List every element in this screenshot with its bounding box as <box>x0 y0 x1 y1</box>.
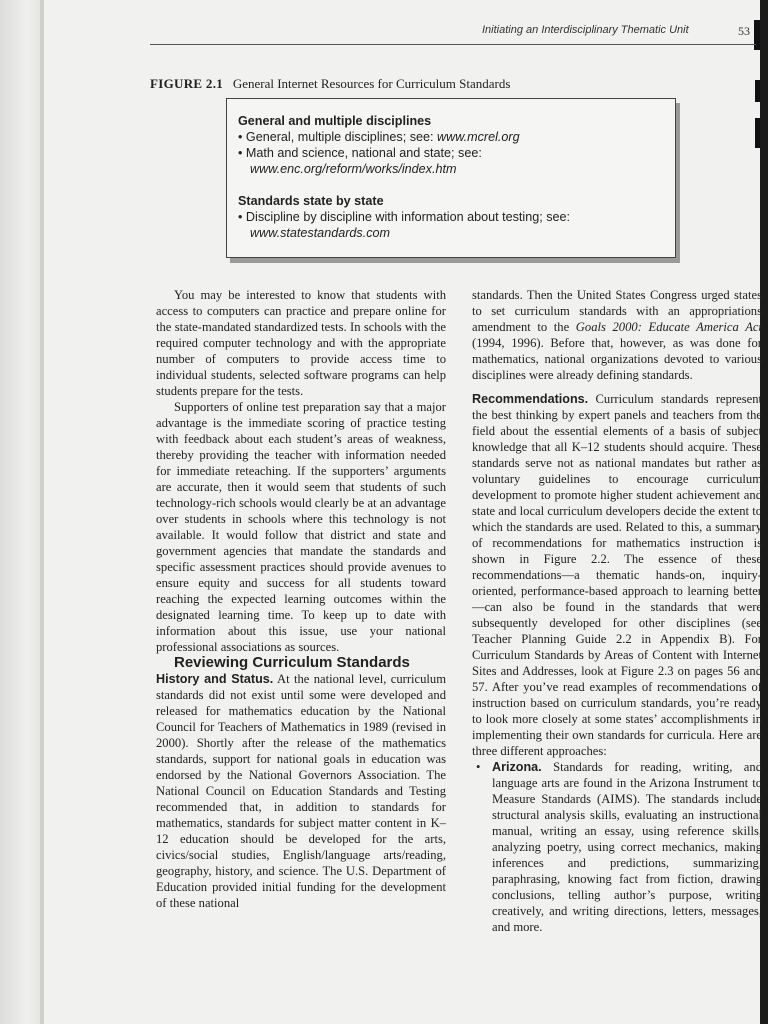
page-number: 53 <box>738 24 750 38</box>
figure-bullet: • Math and science, national and state; see: www.enc.org/reform/works/index.htm <box>238 146 482 176</box>
bullet-heading: Arizona. <box>492 760 542 774</box>
resource-link[interactable]: www.statestandards.com <box>250 226 390 240</box>
figure-section-heading: Standards state by state <box>238 194 384 208</box>
header-rule <box>150 44 756 45</box>
left-column <box>156 287 446 911</box>
paragraph-text: Curriculum standards represent the best thinking by expert panels and teachers from the field about the essential elements of a basis of subject knowledge that all K–12 students should acquire. These standards serve not as national mandates but rather as voluntary guidelines to encourage curriculum development to promote higher student achievement and state and local curriculum developers decide the extent to which the standards are used. Related to this, a summary of recommendations for mathematics instruction is shown in Figure 2.2. The essence of these recommendations—a thematic hands-on, inquiry-oriented, performance-based approach to learning better—can also be found in the standards that were subsequently developed for other disciplines (see Teacher Planning Guide 2.2 in Appendix B). For Curriculum Standards by Areas of Content with Internet Sites and Addresses, look at Figure 2.3 on pages 56 and 57. After you’ve read examples of recommendations of instruction based on curriculum standards, you’re ready to look more closely at some states’ accomplishments in implementing their own standards for curricula. Here are three different approaches: <box>472 392 763 758</box>
paragraph: Supporters of online test preparation say that a major advantage is the immediate scoring of practice testing with feedback about each student’s areas of weakness, thereby providing the teacher with information needed for immediate reteaching. If the supporters’ arguments are accurate, then it would seem that students of such technology-rich schools would clearly be at an advantage over students in schools where this technology is not available. It would follow that district and state and government agencies that mandate the standards and specific assessment practices should provide avenues to ensure equity and success for all students toward reaching the expected learning outcomes within the designated learning time. To keep up to date with information about this issue, use your national professional associations as sources. <box>156 400 446 654</box>
figure-bullet: • General, multiple disciplines; see: www.mcrel.org <box>238 130 520 144</box>
paragraph-text: (1994, 1996). Before that, however, as was done for mathematics, national organizations devoted to various disciplines were already defining standards. <box>472 336 762 382</box>
figure-box <box>226 98 676 258</box>
running-header: Initiating an Interdisciplinary Thematic Unit <box>482 24 689 36</box>
right-column <box>472 287 762 935</box>
paragraph: You may be interested to know that students with access to computers can practice and prepare online for the state-mandated standardized tests. In schools with the required computer technology and with the appropriate number of computers to provide access time to individual students, selected software programs can help students prepare for the tests. <box>156 288 446 398</box>
paragraph-text: standards. Then the United States Congress urged states to set curriculum standards with an appropriations amendment to the <box>472 288 762 334</box>
figure-title: General Internet Resources for Curriculum Standards <box>232 76 511 91</box>
bullet-text: Discipline by discipline with information about testing; see: <box>245 210 571 224</box>
edge-mark <box>755 80 760 102</box>
bullet-dot: • <box>476 760 481 774</box>
paragraph <box>472 287 762 383</box>
bullet-text: Standards for reading, writing, and language arts are found in the Arizona Instrument to Measure Standards (AIMS). The standards include structural analysis skills, evaluating an instructional manual, writing an essay, using reference skills, analyzing poetry, using correct mechanics, making inferences and predictions, summarizing, paraphrasing, knowing fact from fiction, drawing conclusions, telling author’s purpose, writing creatively, and writing directions, letters, messages, and more. <box>492 760 762 934</box>
figure-label: FIGURE 2.1 <box>150 76 224 91</box>
bullet-text: Math and science, national and state; see: <box>245 146 482 160</box>
figure-section-heading: General and multiple disciplines <box>238 114 432 128</box>
runin-heading: Recommendations. <box>472 392 589 406</box>
edge-mark <box>754 20 760 50</box>
paragraph <box>472 391 762 759</box>
list-item <box>472 759 762 935</box>
edge-mark <box>755 118 760 148</box>
act-title: Goals 2000: Educate America Act <box>575 320 762 334</box>
paragraph-text: At the national level, curriculum standards did not exist until some were developed and released for mathematics education by the National Council for Teachers of Mathematics in 1989 (revised in 2000). Shortly after the release of the mathematics standards, support for national goals in education was endorsed by the National Governors Association. The National Council on Education Standards and Testing recommended that, in addition to standards for mathematics, standards for subject matter content in K–12 education should be developed for the arts, civics/social studies, English/language arts/reading, geography, history, and science. The U.S. Department of Education provided initial funding for the development of these national <box>156 672 446 910</box>
resource-link[interactable]: www.mcrel.org <box>437 130 520 144</box>
paragraph <box>156 671 446 911</box>
runin-heading: History and Status. <box>156 672 274 686</box>
section-heading: Reviewing Curriculum Standards <box>174 654 410 671</box>
bullet-text: General, multiple disciplines; see: <box>245 130 438 144</box>
figure-bullet: • Discipline by discipline with information about testing; see: www.statestandards.com <box>238 210 571 240</box>
book-spine-shadow <box>0 0 44 1024</box>
resource-link[interactable]: www.enc.org/reform/works/index.htm <box>250 162 457 176</box>
figure-caption <box>150 76 510 92</box>
